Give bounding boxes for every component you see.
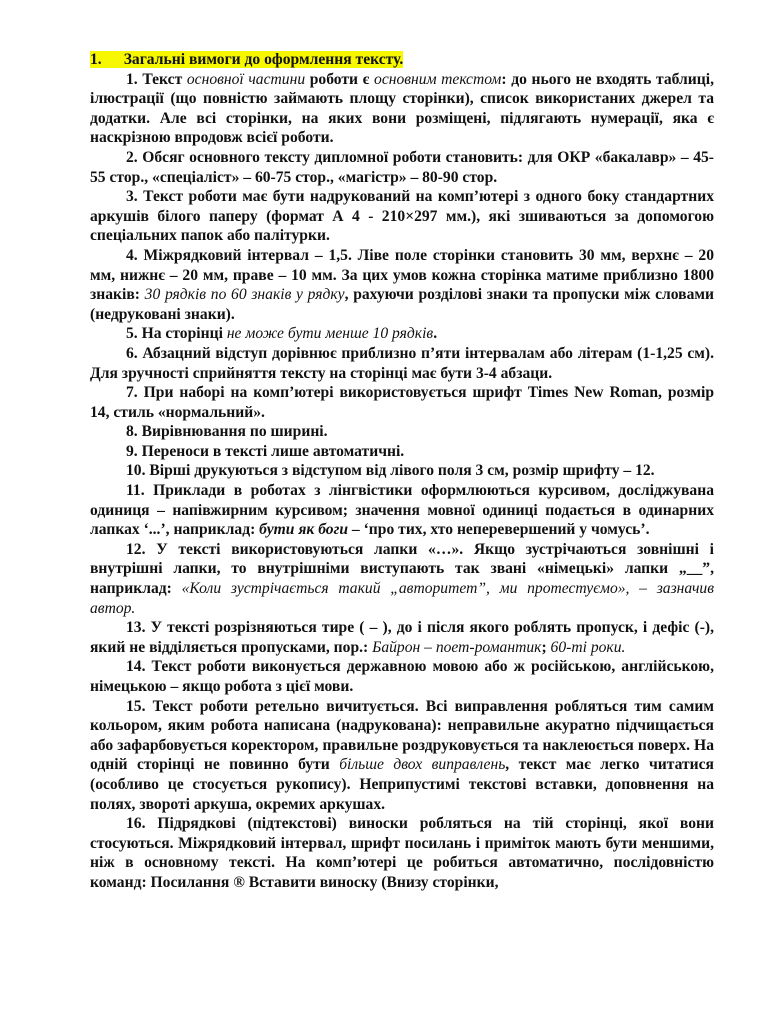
paragraph-12: 12. У тексті використовуються лапки «…». Якщо зустрічаються зовнішні і внутрішні лапки, то внутрішніми виступають так звані «німецькі» лапки „__”, наприклад: «Коли зустрічається такий „авторитет”, ми протестуємо», – зазначив автор.: [90, 540, 714, 617]
heading-highlight: [90, 51, 403, 68]
document-page: [90, 50, 714, 893]
paragraph-1: 1. Текст основної частини роботи є основним текстом: до нього не входять таблиці, ілюстрації (що повністю займають площу сторінки), список використаних джерел та додатки. Але всі сторінки, на яких вони розміщені, підлягають нумерації, яка є наскрізною впродовж всієї роботи.: [90, 70, 715, 147]
paragraph-15: 15. Текст роботи ретельно вичитується. Всі виправлення робляться тим самим кольором, яким робота написана (надрукована): неправильне акуратно підчищається або зафарбовується коректором, правильне роздруковується та наклеюється поверх. На одній сторінці не повинно бути більше двох виправлень, текст має легко читатися (особливо це стосується рукопису). Неприпустимі текстові вставки, доповнення на полях, звороті аркуша, окремих аркушах.: [90, 697, 714, 813]
paragraph-10: 10. Вірші друкуються з відступом від лівого поля 3 см, розмір шрифту – 12.: [126, 462, 655, 480]
paragraph-7: 7. При наборі на комп’ютері використовується шрифт Times New Roman, розмір 14, стиль «нормальний».: [90, 384, 714, 421]
paragraph-5: 5. На сторінці не може бути менше 10 рядків.: [126, 325, 438, 343]
paragraph-8: 8. Вирівнювання по ширині.: [126, 423, 328, 441]
heading-text: Загальні вимоги до оформлення тексту.: [123, 51, 404, 68]
paragraph-16: 16. Підрядкові (підтекстові) виноски робляться на тій сторінці, якої вони стосуються. Міжрядковий інтервал, шрифт посилань і приміток мають бути меншими, ніж в основному тексті. На комп’ютері це робиться автоматично, послідовністю команд: Посилання ® Вставити виноску (Внизу сторінки,: [90, 815, 714, 891]
section-heading: [90, 50, 714, 70]
paragraph-14: 14. Текст роботи виконується державною мовою або ж російською, англійською, німецькою – якщо робота з цієї мови.: [90, 658, 714, 695]
paragraph-9: 9. Переноси в тексті лише автоматичні.: [126, 442, 405, 460]
paragraph-13: 13. У тексті розрізняються тире ( – ), до і після якого роблять пропуск, і дефіс (-), який не відділяється пропусками, пор.: Байрон – поет-романтик; 60-ті роки.: [90, 619, 714, 656]
paragraph-11: 11. Приклади в роботах з лінгвістики оформлюються курсивом, досліджувана одиниця – напівжирним курсивом; значення мовної одиниці подається в одинарних лапках ‘...’, наприклад: бути як боги – ‘про тих, хто неперевершений у чомусь’.: [90, 482, 714, 539]
paragraph-3: 3. Текст роботи має бути надрукований на комп’ютері з одного боку стандартних аркушів білого паперу (формат А 4 - 210×297 мм.), які зшиваються за допомогою спеціальних папок або палітурки.: [90, 188, 714, 245]
paragraph-2: 2. Обсяг основного тексту дипломної роботи становить: для ОКР «бакалавр» – 45-55 стор., «спеціаліст» – 60-75 стор., «магістр» – 80-90 стор.: [90, 148, 714, 186]
paragraph-6: 6. Абзацний відступ дорівнює приблизно п’яти інтервалам або літерам (1-1,25 см). Для зручності сприйняття тексту на сторінці має бути 3-4 абзаци.: [90, 344, 714, 382]
paragraph-4: 4. Міжрядковий інтервал – 1,5. Ліве поле сторінки становить 30 мм, верхнє – 20 мм, нижнє – 20 мм, праве – 10 мм. За цих умов кожна сторінка матиме приблизно 1800 знаків: 30 рядків по 60 знаків у рядку, рахуючи розділові знаки та пропуски між словами (недруковані знаки).: [90, 246, 714, 323]
heading-number: 1.: [90, 51, 102, 68]
